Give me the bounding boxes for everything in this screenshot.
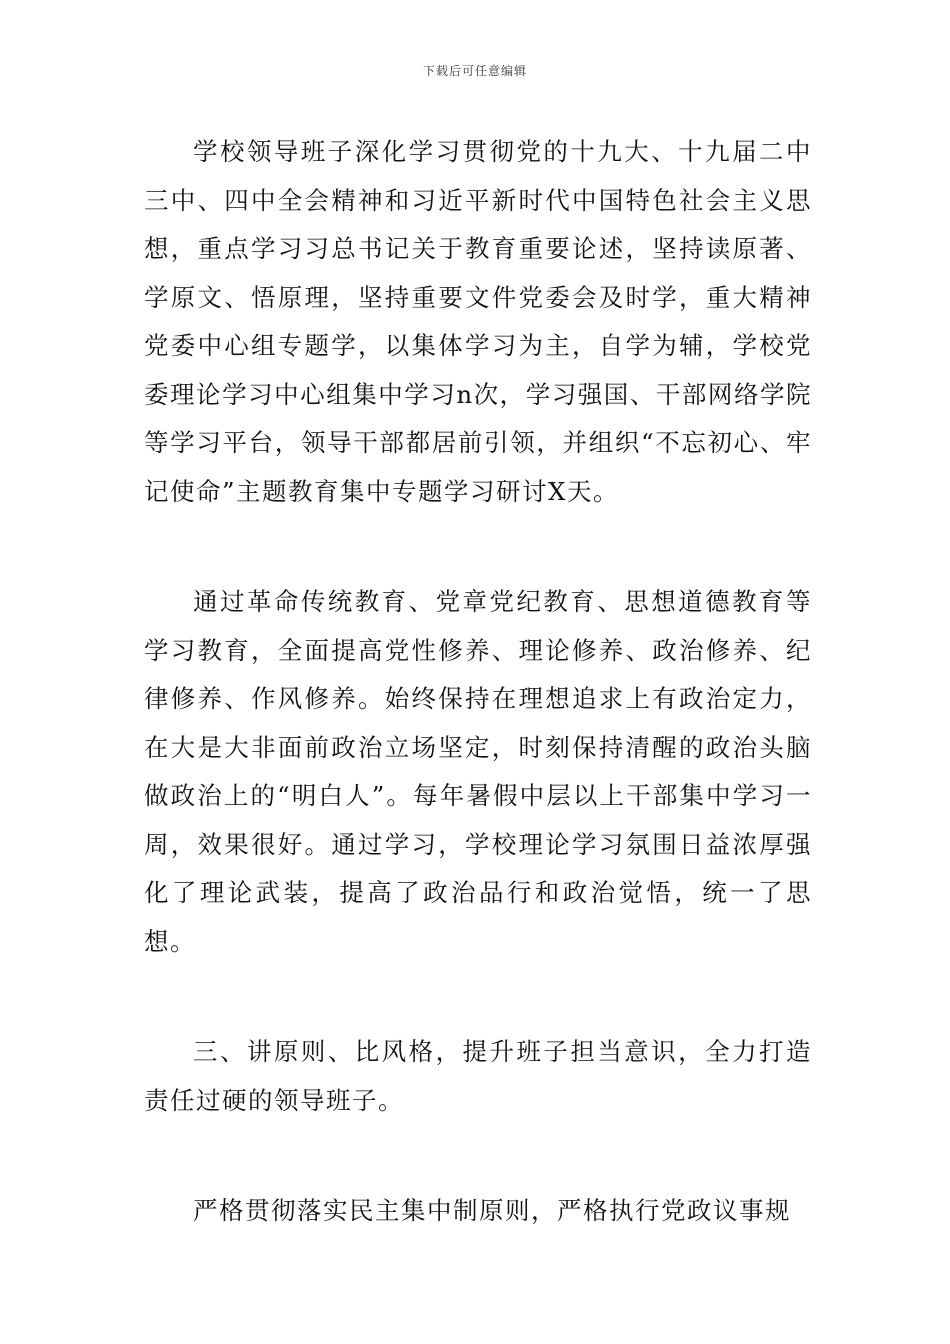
section-heading: 三、讲原则、比风格，提升班子担当意识，全力打造责任过硬的领导班子。 xyxy=(144,1037,812,1115)
document-body xyxy=(144,128,812,1298)
paragraph-education: 通过革命传统教育、党章党纪教育、思想道德教育等学习教育，全面提高党性修养、理论修养、政治修养、纪律修养、作风修养。始终保持在理想追求上有政治定力，在大是大非面前政治立场坚定，时刻保持清醒的政治头脑做政治上的“明白人”。每年暑假中层以上干部集中学习一周，效果很好。通过学习，学校理论学习氛围日益浓厚强化了理论武装，提高了政治品行和政治觉悟，统一了思想。 xyxy=(144,587,812,956)
paragraph-principle: 严格贯彻落实民主集中制原则，严格执行党政议事规 xyxy=(193,1196,791,1225)
header-note: 下载后可任意编辑 xyxy=(422,64,527,78)
paragraph-study: 学校领导班子深化学习贯彻党的十九大、十九届二中三中、四中全会精神和习近平新时代中国特色社会主义思想，重点学习习总书记关于教育重要论述，坚持读原著、学原文、悟原理，坚持重要文件党委会及时学，重大精神党委中心组专题学，以集体学习为主，自学为辅，学校党委理论学习中心组集中学习n次，学习强国、干部网络学院等学习平台，领导干部都居前引领，并组织“不忘初心、牢记使命”主题教育集中专题学习研讨X天。 xyxy=(144,137,812,506)
